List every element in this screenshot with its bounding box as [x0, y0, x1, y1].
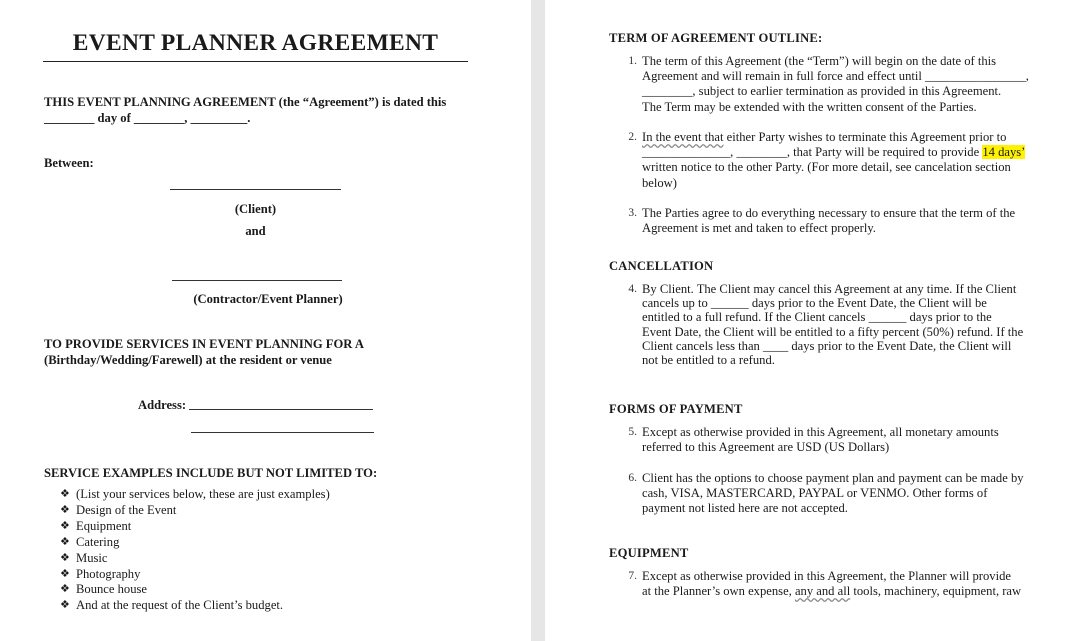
clause-4: 4. By Client. The Client may cancel this Agreement at any time. If the Client cancels up to ______ days prior to the Event Date, the Client will be entitled to a full refund. If the Client cancels ______ days prior to the Event Date, the Client will be entitled to a fifty percent (50%) refund. If the Client cancels less than ____ days prior to the Event Date, the Client will not be entitled to a refund.	[628, 282, 1024, 368]
between-label: Between:	[44, 156, 94, 170]
clause-7: 7. Except as otherwise provided in this Agreement, the Planner will provide at the Planner’s own expense, any and all tools, machinery, equipment, raw	[628, 569, 1022, 599]
list-item: ❖ Design of the Event	[60, 502, 177, 517]
and-label: and	[245, 224, 266, 238]
clause-5: 5. Except as otherwise provided in this Agreement, all monetary amounts referred to this Agreement are USD (US Dollars)	[628, 425, 999, 455]
term-heading: TERM OF AGREEMENT OUTLINE:	[609, 31, 823, 45]
service-examples-list	[60, 487, 330, 614]
grammar-flag: In the event that	[642, 130, 724, 144]
highlighted-text: 14 days’	[982, 145, 1026, 160]
contractor-label: (Contractor/Event Planner)	[193, 292, 343, 306]
clause-2: 2. In the event that either Party wishes to terminate this Agreement prior to ______________, ________, that Party will be required to provide 14 days’ written notice to the other Party. (For more detail, see cancelation section below)	[628, 130, 1026, 190]
client-label: (Client)	[234, 202, 277, 216]
list-item: ❖ Photography	[60, 566, 141, 581]
equipment-heading: EQUIPMENT	[609, 546, 689, 560]
intro-line-1: THIS EVENT PLANNING AGREEMENT (the “Agreement”) is dated this	[44, 95, 447, 109]
list-item: ❖ Music	[60, 550, 108, 565]
diamond-bullet-icon: ❖	[60, 488, 70, 500]
diamond-bullet-icon: ❖	[60, 583, 70, 596]
contractor-signature-line	[172, 280, 342, 281]
cancellation-heading: CANCELLATION	[609, 259, 714, 273]
diamond-bullet-icon: ❖	[60, 519, 70, 532]
diamond-bullet-icon: ❖	[60, 567, 70, 580]
service-examples-heading: SERVICE EXAMPLES INCLUDE BUT NOT LIMITED TO:	[44, 466, 378, 480]
address-label: Address:	[138, 398, 187, 412]
address-line-1	[189, 409, 373, 410]
list-item: ❖ Bounce house	[60, 582, 147, 597]
clause-1: 1. The term of this Agreement (the “Term”) will begin on the date of this Agreement and will remain in full force and effect until ________________, ________, subject to earlier termination as provided in this Agreement. The Term may be extended with the written consent of the Parties.	[628, 54, 1029, 114]
document-title: EVENT PLANNER AGREEMENT	[43, 30, 468, 62]
diamond-bullet-icon: ❖	[60, 535, 70, 548]
diamond-bullet-icon: ❖	[60, 599, 70, 612]
document-page-left	[0, 0, 531, 641]
services-line-1: TO PROVIDE SERVICES IN EVENT PLANNING FOR A	[44, 337, 364, 351]
client-signature-line	[170, 189, 341, 190]
clause-6: 6. Client has the options to choose payment plan and payment can be made by cash, VISA, MASTERCARD, PAYPAL or VENMO. Other forms of payment not listed here are not accepted.	[628, 471, 1024, 516]
address-line-2	[191, 432, 374, 433]
list-item: ❖ Catering	[60, 534, 120, 549]
diamond-bullet-icon: ❖	[60, 551, 70, 564]
list-item: ❖ Equipment	[60, 518, 132, 533]
list-item: ❖ And at the request of the Client’s budget.	[60, 598, 284, 613]
payment-heading: FORMS OF PAYMENT	[609, 402, 743, 416]
document-page-right	[545, 0, 1080, 641]
intro-line-2: ________ day of ________, _________.	[44, 111, 251, 125]
clause-3: 3. The Parties agree to do everything necessary to ensure that the term of the Agreement is met and taken to effect properly.	[628, 206, 1016, 236]
services-line-2: (Birthday/Wedding/Farewell) at the resident or venue	[44, 353, 332, 367]
list-item: ❖ (List your services below, these are just examples)	[60, 487, 330, 501]
diamond-bullet-icon: ❖	[60, 503, 70, 516]
grammar-flag: any and all	[794, 584, 851, 599]
